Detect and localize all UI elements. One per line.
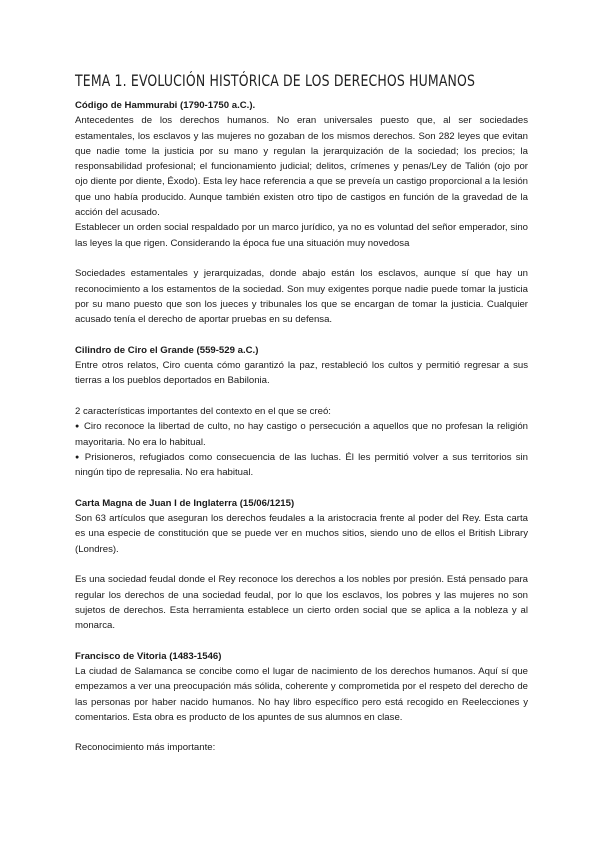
spacer [75, 725, 528, 740]
spacer [75, 557, 528, 572]
spacer [75, 480, 528, 495]
paragraph: Entre otros relatos, Ciro cuenta cómo garantizó la paz, restableció los cultos y permitió regresar a sus tierras a los pueblos deportados en Babilonia. [75, 360, 528, 387]
spacer [75, 251, 528, 266]
paragraph: Establecer un orden social respaldado por un marco jurídico, ya no es voluntad del señor emperador, sino las leyes la que rigen. Considerando la época fue una situación muy novedosa [75, 222, 528, 249]
document-body [75, 70, 528, 756]
page-title: TEMA 1. EVOLUCIÓN HISTÓRICA DE LOS DERECHOS HUMANOS [75, 71, 476, 90]
section-heading-magna: Carta Magna de Juan I de Inglaterra (15/06/1215) [75, 497, 295, 509]
spacer [75, 389, 528, 404]
paragraph: Son 63 artículos que aseguran los derechos feudales a la aristocracia frente al poder del Rey. Esta carta es una especie de constitución que se puede ver en muchos sitios, siendo uno de ellos el British Library (Londres). [75, 513, 528, 555]
section-heading-vitoria: Francisco de Vitoria (1483-1546) [75, 650, 222, 662]
paragraph: Sociedades estamentales y jerarquizadas, donde abajo están los esclavos, aunque sí que hay un reconocimiento a los estamentos de la sociedad. Son muy exigentes porque nadie puede tomar la justicia por su mano puesto que son los jueces y tribunales los que se encargan de tomar la justicia. Cualquier acusado tenía el derecho de aportar pruebas en su defensa. [75, 268, 528, 326]
paragraph: Es una sociedad feudal donde el Rey reconoce los derechos a los nobles por presión. Está pensado para regular los derechos de una sociedad feudal, por lo que los esclavos, los pobres y las mujeres no son sujetos de derechos. Esta herramienta establece un cierto orden social que se aplica a la nobleza y al monarca. [75, 574, 528, 632]
spacer [75, 633, 528, 648]
paragraph: La ciudad de Salamanca se concibe como el lugar de nacimiento de los derechos humanos. Aquí sí que empezamos a ver una preocupación más sólida, coherente y comprometida por el respeto del derecho de las personas por haber nacido humanos. No hay libro específico pero está recogido en Reelecciones y comentarios. Esta obra es producto de los apuntes de sus alumnos en clase. [75, 665, 528, 723]
paragraph: 2 características importantes del contexto en el que se creó: [75, 405, 331, 417]
bullet-item: ● Prisioneros, refugiados como consecuencia de las luchas. Él les permitió volver a sus territorios sin ningún tipo de represalia. No era habitual. [75, 450, 528, 481]
spacer [75, 327, 528, 342]
paragraph: Antecedentes de los derechos humanos. No eran universales puesto que, al ser sociedades estamentales, los esclavos y las mujeres no gozaban de los mismos derechos. Son 282 leyes que evitan que nadie tome la justicia por su mano y regulan la jerarquización de la sociedad; los precios; la responsabilidad profesional; el funcionamiento judicial; delitos, crímenes y penas/Ley de Talión (ojo por ojo diente por diente, Éxodo). Esta ley hace referencia a que se preveía un castigo proporcional a la lesión que uno había producido. Aunque también existen otro tipo de castigos en función de la gravedad de la acción del acusado. [75, 115, 528, 219]
section-heading-hammurabi: Código de Hammurabi (1790-1750 a.C.). [75, 100, 256, 111]
section-heading-ciro: Cilindro de Ciro el Grande (559-529 a.C.) [75, 344, 259, 356]
bullet-item: ● Ciro reconoce la libertad de culto, no hay castigo o persecución a aquellos que no profesan la religión mayoritaria. No era lo habitual. [75, 419, 528, 450]
paragraph: Reconocimiento más importante: [75, 742, 216, 754]
